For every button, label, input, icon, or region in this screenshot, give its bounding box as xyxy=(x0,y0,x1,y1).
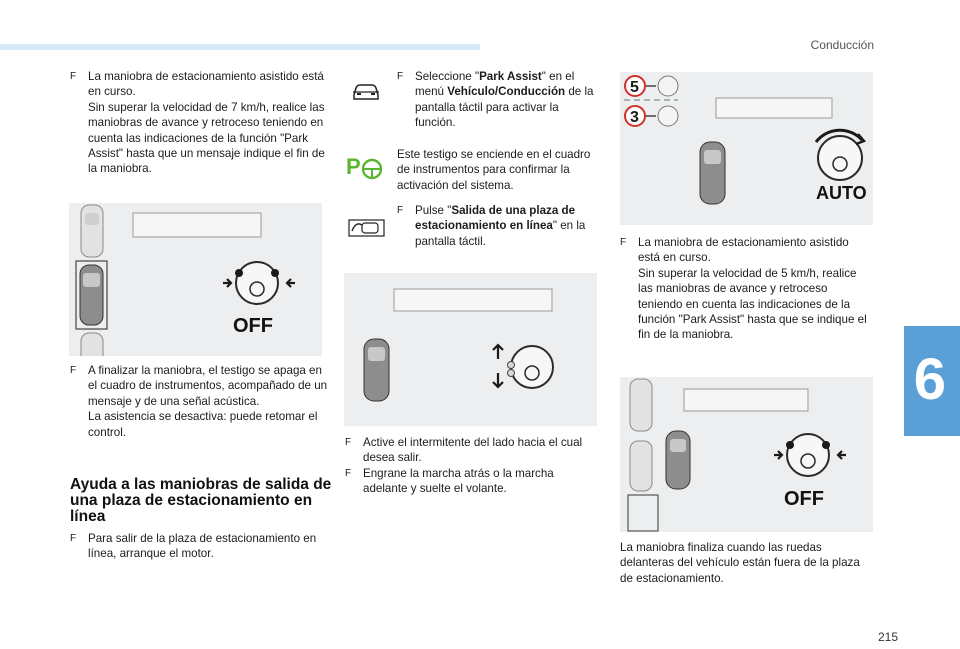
bullet-marker: F xyxy=(70,533,77,544)
col1-bullet1-line1: La maniobra de estacionamiento asistido está en curso. xyxy=(88,70,324,99)
empty-bay xyxy=(628,495,658,531)
col1-bullet3-text: Para salir de la plaza de estacionamiento en línea, arranque el motor. xyxy=(88,532,317,561)
col3-bullet1-line2: Sin superar la velocidad de 5 km/h, realice las maniobras de avance y retroceso teniendo en cuenta las indicaciones de la función "Park Assist" hasta que se indique el fin de la maniobra. xyxy=(638,266,867,342)
sensor-marker-5-icon xyxy=(625,76,678,96)
bullet-marker: F xyxy=(70,365,77,376)
parked-car-top-icon xyxy=(81,205,103,257)
car-leaving-icon xyxy=(666,431,690,489)
closing-text: La maniobra finaliza cuando las ruedas delanteras del vehículo están fuera de la plaza de estacionamiento. xyxy=(620,541,860,585)
bullet-marker: F xyxy=(345,468,352,479)
col2-b1-mid: " en el menú xyxy=(415,70,575,99)
car-in-bay-icon xyxy=(76,261,107,329)
col3-bullet1 xyxy=(620,235,873,343)
col2-bullet1 xyxy=(397,69,597,131)
figure-exit-complete-off xyxy=(620,377,873,532)
marker-3-label: 3 xyxy=(630,109,639,126)
steering-prompt-icon xyxy=(493,345,553,388)
header-bar xyxy=(0,44,480,50)
page-number: 215 xyxy=(877,630,898,644)
col2-b1-pre: Seleccione " xyxy=(415,70,480,83)
parked-car-bottom-icon xyxy=(630,441,652,491)
park-assist-warning-icon xyxy=(346,152,382,182)
col2-b1-bold1: Park Assist xyxy=(479,70,542,83)
parked-car-top-icon xyxy=(630,379,652,431)
col1-bullet2-line2: La asistencia se desactiva: puede retomar el control. xyxy=(88,410,318,439)
col2-bullet3 xyxy=(345,435,597,466)
col2-b2-pre: Pulse " xyxy=(415,204,452,217)
steering-hands-off-icon xyxy=(774,434,846,476)
figure-exit-complete-off-svg xyxy=(620,377,873,532)
col2-b1-post: de la pantalla táctil para activar la función. xyxy=(415,85,594,130)
auto-steering-wheel-icon xyxy=(816,130,864,180)
col1-bullet1 xyxy=(70,69,332,177)
section-title: Conducción xyxy=(810,38,874,52)
marker-5-label: 5 xyxy=(630,79,639,96)
parking-exit-button-icon xyxy=(348,217,386,239)
figure-exit-maneuver-svg xyxy=(344,273,597,426)
col2-b1-bold2: Vehículo/Conducción xyxy=(447,85,566,99)
figure-parking-end-off xyxy=(69,203,322,356)
off-label: OFF xyxy=(784,488,824,510)
car-exiting-icon xyxy=(364,339,389,401)
auto-label: AUTO xyxy=(816,183,867,203)
bullet-marker: F xyxy=(397,71,404,82)
bullet-marker: F xyxy=(70,71,77,82)
parked-car-bottom-icon xyxy=(81,333,103,356)
col2-b2-bold: Salida de una plaza de estacionamiento en línea xyxy=(415,204,576,233)
steering-hands-off-icon xyxy=(223,262,295,304)
vehicle-menu-icon xyxy=(351,82,381,102)
section-heading: Ayuda a las maniobras de salida de una plaza de estacionamiento en línea xyxy=(70,476,332,525)
col2-bullet4 xyxy=(345,466,597,497)
svg-text:P: P xyxy=(346,154,361,179)
kerb-rect xyxy=(394,289,552,311)
col2-bullet3-text: Active el intermitente del lado hacia el cual desea salir. xyxy=(363,436,583,465)
figure-auto-steering-svg xyxy=(620,72,873,225)
col3-bullet1-line1: La maniobra de estacionamiento asistido está en curso. xyxy=(638,236,849,265)
off-label: OFF xyxy=(233,315,273,337)
sensor-marker-3-icon xyxy=(625,106,678,126)
col2-bullet2 xyxy=(397,203,597,249)
figure-parking-end-off-svg xyxy=(69,203,322,356)
kerb-rect xyxy=(716,98,832,118)
col2-b2-post: " en la pantalla táctil. xyxy=(415,219,586,248)
figure-auto-steering xyxy=(620,72,873,225)
col1-bullet3 xyxy=(70,531,332,562)
kerb-rect xyxy=(684,389,808,411)
car-parking-icon xyxy=(700,142,725,204)
col2-bullet4-text: Engrane la marcha atrás o la marcha adelante y suelte el volante. xyxy=(363,467,554,496)
figure-exit-maneuver xyxy=(344,273,597,426)
warning-light-text: Este testigo se enciende en el cuadro de instrumentos para confirmar la activación del sistema. xyxy=(397,148,591,192)
kerb-rect xyxy=(133,213,261,237)
bullet-marker: F xyxy=(345,437,352,448)
bullet-marker: F xyxy=(397,205,404,216)
chapter-number: 6 xyxy=(913,347,946,412)
col1-bullet1-line2: Sin superar la velocidad de 7 km/h, realice las maniobras de avance y retroceso teniendo en cuenta las indicaciones de la función "Park Assist" hasta que un mensaje indique el fin de la maniobra. xyxy=(88,100,325,176)
col1-bullet2 xyxy=(70,363,332,440)
col1-bullet2-line1: A finalizar la maniobra, el testigo se apaga en el cuadro de instrumentos, acompañado de un mensaje y de una señal acústica. xyxy=(88,364,328,408)
bullet-marker: F xyxy=(620,237,627,248)
